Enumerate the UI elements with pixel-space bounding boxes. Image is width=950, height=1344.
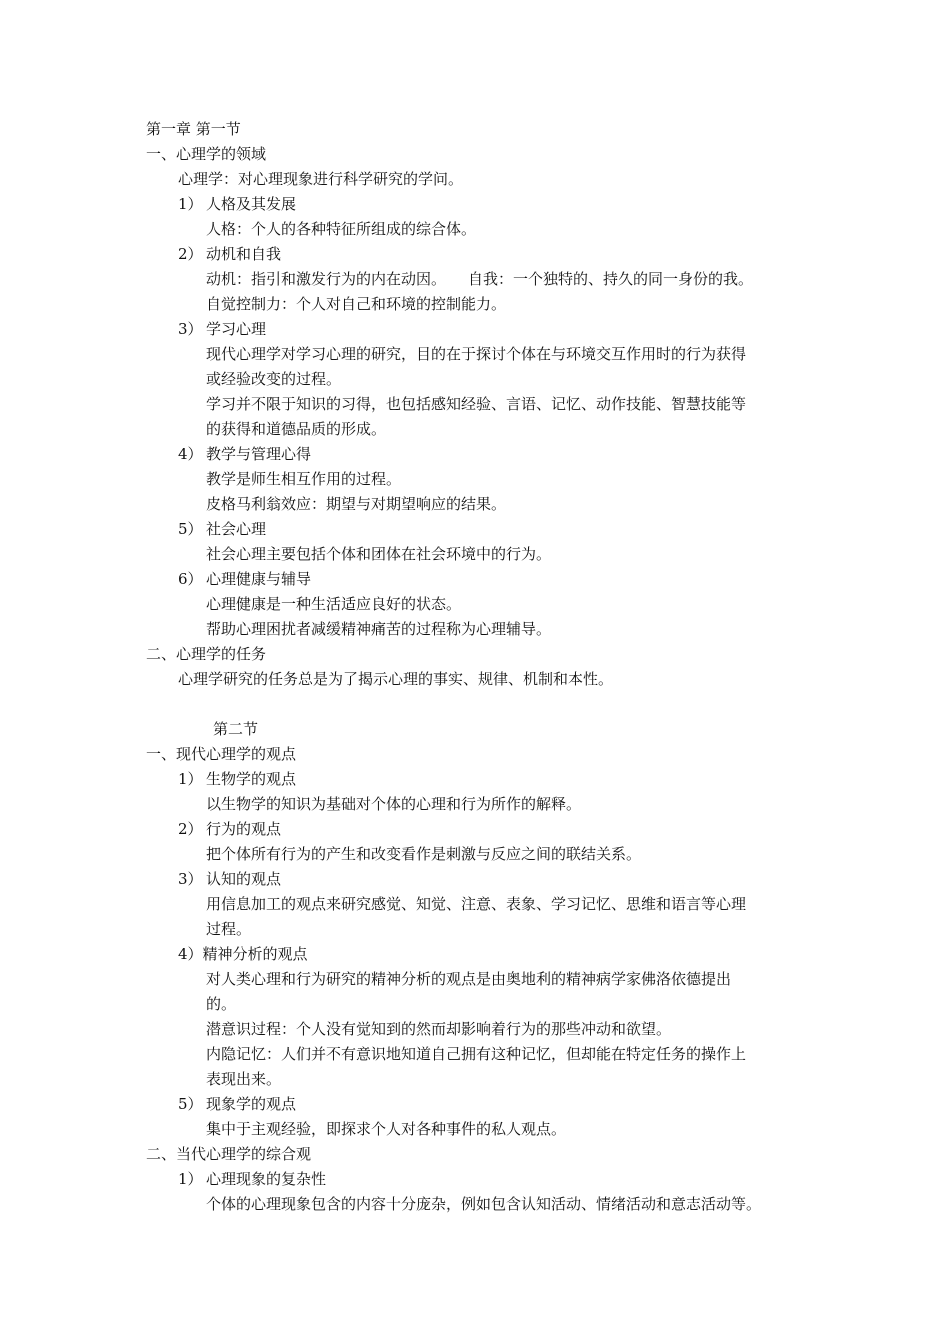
item-heading <box>178 1167 326 1192</box>
body-text-segment: 自我：一个独特的、持久的同一身份的我。 <box>468 270 754 288</box>
body-text: 集中于主观经验，即探求个人对各种事件的私人观点。 <box>206 1120 567 1138</box>
body-text: 把个体所有行为的产生和改变看作是刺激与反应之间的联结关系。 <box>206 845 642 863</box>
body-text: 学习并不限于知识的习得，也包括感知经验、言语、记忆、动作技能、智慧技能等 <box>206 395 747 413</box>
item-title: 认知的观点 <box>206 870 282 888</box>
body-text: 内隐记忆：人们并不有意识地知道自己拥有这种记忆，但却能在特定任务的操作上 <box>206 1045 747 1063</box>
definition-text: 心理学：对心理现象进行科学研究的学问。 <box>178 170 464 188</box>
item-number: 3） <box>178 320 203 338</box>
item-heading <box>178 867 281 892</box>
body-text: 教学是师生相互作用的过程。 <box>206 470 402 488</box>
body-text: 用信息加工的观点来研究感觉、知觉、注意、表象、学习记忆、思维和语言等心理 <box>206 895 747 913</box>
item-title: 心理健康与辅导 <box>206 570 312 588</box>
item-title: 行为的观点 <box>206 820 282 838</box>
item-heading <box>178 567 311 592</box>
item-number: 5） <box>178 1095 203 1113</box>
body-text: 或经验改变的过程。 <box>206 370 342 388</box>
item-number: 3） <box>178 870 203 888</box>
body-text: 的获得和道德品质的形成。 <box>206 420 387 438</box>
item-heading <box>178 442 311 467</box>
body-text-segment: 动机：指引和激发行为的内在动因。 <box>206 270 447 288</box>
part-title: 一、心理学的领域 <box>146 145 267 163</box>
item-heading <box>178 817 281 842</box>
item-number: 2） <box>178 245 203 263</box>
body-text: 潜意识过程：个人没有觉知到的然而却影响着行为的那些冲动和欲望。 <box>206 1020 672 1038</box>
body-text: 现代心理学对学习心理的研究，目的在于探讨个体在与环境交互作用时的行为获得 <box>206 345 747 363</box>
body-text: 表现出来。 <box>206 1070 282 1088</box>
body-text: 过程。 <box>206 920 252 938</box>
item-number: 1） <box>178 1170 203 1188</box>
item-title: 人格及其发展 <box>206 195 297 213</box>
item-heading <box>178 317 266 342</box>
item-heading <box>178 767 296 792</box>
body-text: 社会心理主要包括个体和团体在社会环境中的行为。 <box>206 545 552 563</box>
body-text: 对人类心理和行为研究的精神分析的观点是由奥地利的精神病学家佛洛依德提出 <box>206 970 732 988</box>
item-number: 5） <box>178 520 203 538</box>
body-text: 帮助心理困扰者减缓精神痛苦的过程称为心理辅导。 <box>206 620 552 638</box>
body-text: 人格：个人的各种特征所组成的综合体。 <box>206 220 477 238</box>
item-title: 精神分析的观点 <box>202 945 308 963</box>
part-title: 二、当代心理学的综合观 <box>146 1145 312 1163</box>
item-number: 1） <box>178 770 203 788</box>
item-title: 教学与管理心得 <box>206 445 312 463</box>
chapter-heading: 第一章 第一节 <box>146 120 241 138</box>
item-title: 现象学的观点 <box>206 1095 297 1113</box>
item-number: 6） <box>178 570 203 588</box>
part-title: 一、现代心理学的观点 <box>146 745 297 763</box>
item-heading <box>178 242 281 267</box>
body-text: 皮格马利翁效应：期望与对期望响应的结果。 <box>206 495 507 513</box>
item-number: 4） <box>178 445 203 463</box>
item-heading <box>178 942 308 967</box>
body-text: 自觉控制力：个人对自己和环境的控制能力。 <box>206 295 507 313</box>
item-title: 动机和自我 <box>206 245 282 263</box>
body-text: 的。 <box>206 995 237 1013</box>
body-text: 心理学研究的任务总是为了揭示心理的事实、规律、机制和本性。 <box>178 670 614 688</box>
item-title: 学习心理 <box>206 320 267 338</box>
item-title: 社会心理 <box>206 520 267 538</box>
item-number: 4） <box>178 945 203 963</box>
section-heading: 第二节 <box>213 720 259 738</box>
item-heading <box>178 1092 296 1117</box>
body-text <box>206 267 753 292</box>
item-title: 生物学的观点 <box>206 770 297 788</box>
body-text: 个体的心理现象包含的内容十分庞杂，例如包含认知活动、情绪活动和意志活动等。 <box>206 1195 762 1213</box>
body-text: 以生物学的知识为基础对个体的心理和行为所作的解释。 <box>206 795 582 813</box>
item-title: 心理现象的复杂性 <box>206 1170 327 1188</box>
part-title: 二、心理学的任务 <box>146 645 267 663</box>
body-text: 心理健康是一种生活适应良好的状态。 <box>206 595 462 613</box>
item-heading <box>178 517 266 542</box>
item-heading <box>178 192 296 217</box>
item-number: 1） <box>178 195 203 213</box>
item-number: 2） <box>178 820 203 838</box>
